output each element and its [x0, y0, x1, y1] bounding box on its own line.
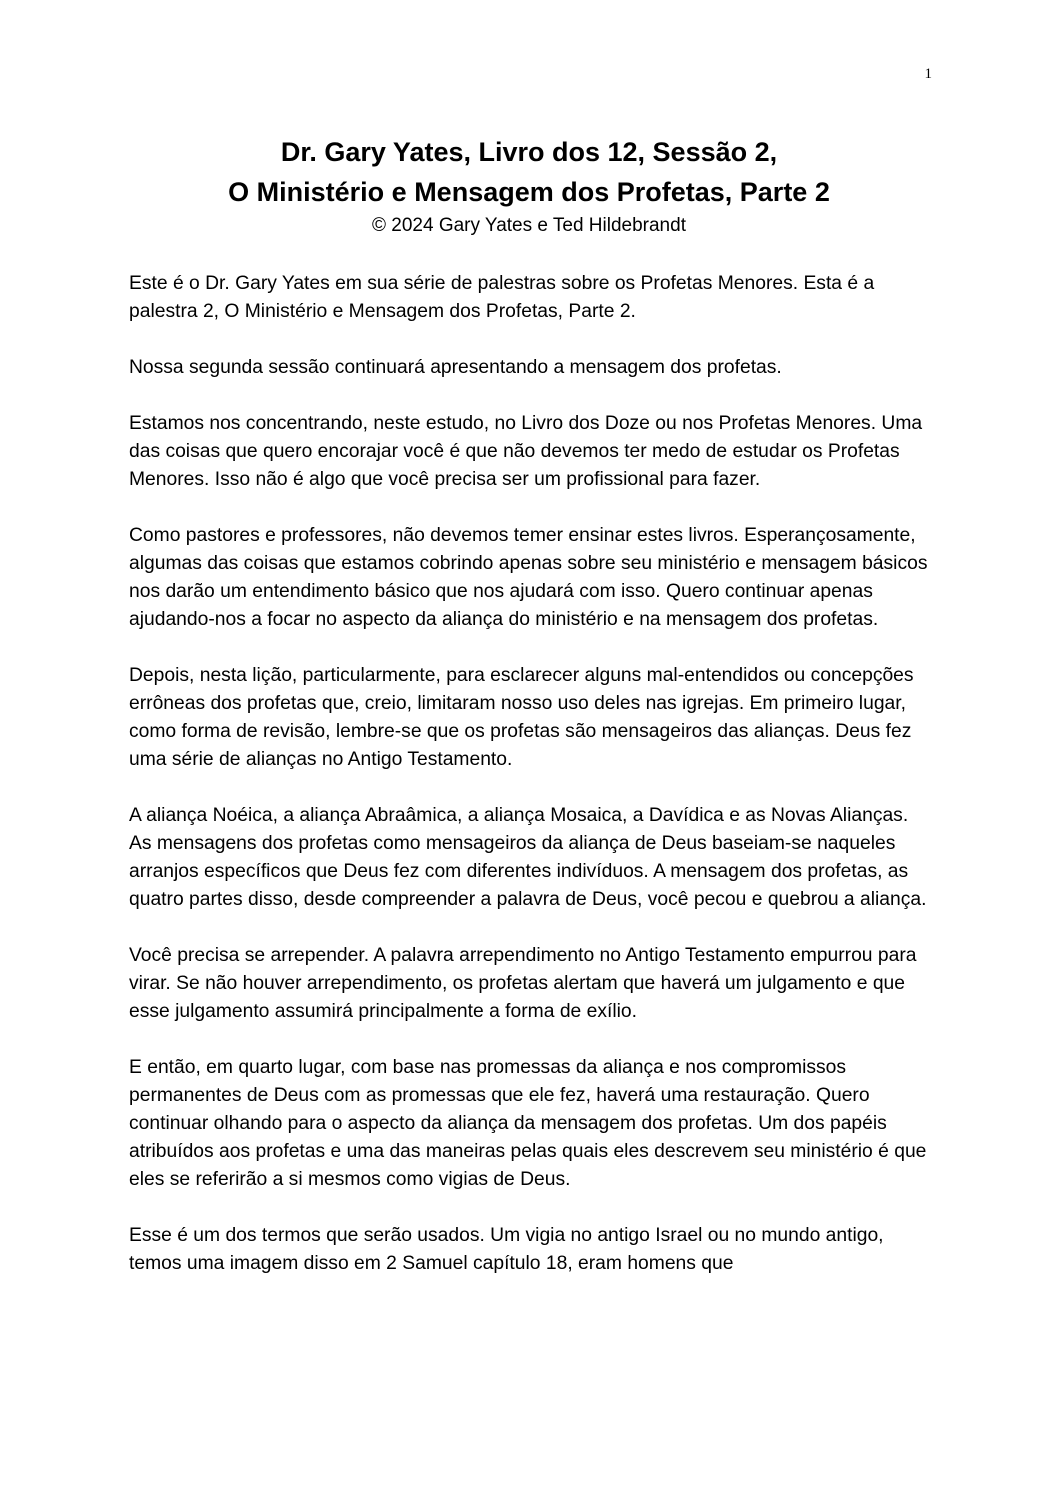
- paragraph: Estamos nos concentrando, neste estudo, no Livro dos Doze ou nos Profetas Menores. Uma das coisas que quero encorajar você é que não devemos ter medo de estudar os Profetas Menores. Isso não é algo que você precisa ser um profissional para fazer.: [129, 413, 923, 490]
- document-title-line-1: Dr. Gary Yates, Livro dos 12, Sessão 2,: [280, 137, 778, 167]
- paragraph: Depois, nesta lição, particularmente, para esclarecer alguns mal-entendidos ou concepções errôneas dos profetas que, creio, limitaram nosso uso deles nas igrejas. Em primeiro lugar, como forma de revisão, lembre-se que os profetas são mensageiros das alianças. Deus fez uma série de alianças no Antigo Testamento.: [129, 665, 914, 770]
- paragraph: Você precisa se arrepender. A palavra arrependimento no Antigo Testamento empurrou para virar. Se não houver arrependimento, os profetas alertam que haverá um julgamento e que esse julgamento assumirá principalmente a forma de exílio.: [129, 945, 917, 1022]
- copyright-notice: © 2024 Gary Yates e Ted Hildebrandt: [372, 215, 686, 236]
- paragraph: E então, em quarto lugar, com base nas promessas da aliança e nos compromissos permanentes de Deus com as promessas que ele fez, haverá uma restauração. Quero continuar olhando para o aspecto da aliança da mensagem dos profetas. Um dos papéis atribuídos aos profetas e uma das maneiras pelas quais eles descrevem seu ministério é que eles se referirão a si mesmos como vigias de Deus.: [129, 1057, 927, 1190]
- page-number: 1: [924, 66, 932, 82]
- paragraph: Nossa segunda sessão continuará apresentando a mensagem dos profetas.: [129, 357, 782, 378]
- document-title-line-2: O Ministério e Mensagem dos Profetas, Parte 2: [228, 177, 830, 207]
- paragraph: A aliança Noéica, a aliança Abraâmica, a aliança Mosaica, a Davídica e as Novas Alianças. As mensagens dos profetas como mensageiros da aliança de Deus baseiam-se naqueles arranjos específicos que Deus fez com diferentes indivíduos. A mensagem dos profetas, as quatro partes disso, desde compreender a palavra de Deus, você pecou e quebrou a aliança.: [129, 805, 927, 910]
- paragraph: Este é o Dr. Gary Yates em sua série de palestras sobre os Profetas Menores. Esta é a palestra 2, O Ministério e Mensagem dos Profetas, Parte 2.: [129, 273, 875, 322]
- paragraph: Como pastores e professores, não devemos temer ensinar estes livros. Esperançosamente, algumas das coisas que estamos cobrindo apenas sobre seu ministério e mensagem básicos nos darão um entendimento básico que nos ajudará com isso. Quero continuar apenas ajudando-nos a focar no aspecto da aliança do ministério e na mensagem dos profetas.: [129, 525, 928, 630]
- document-body: [129, 270, 933, 1306]
- document-header: [0, 132, 1058, 240]
- paragraph: Esse é um dos termos que serão usados. Um vigia no antigo Israel ou no mundo antigo, temos uma imagem disso em 2 Samuel capítulo 18, eram homens que: [129, 1225, 884, 1274]
